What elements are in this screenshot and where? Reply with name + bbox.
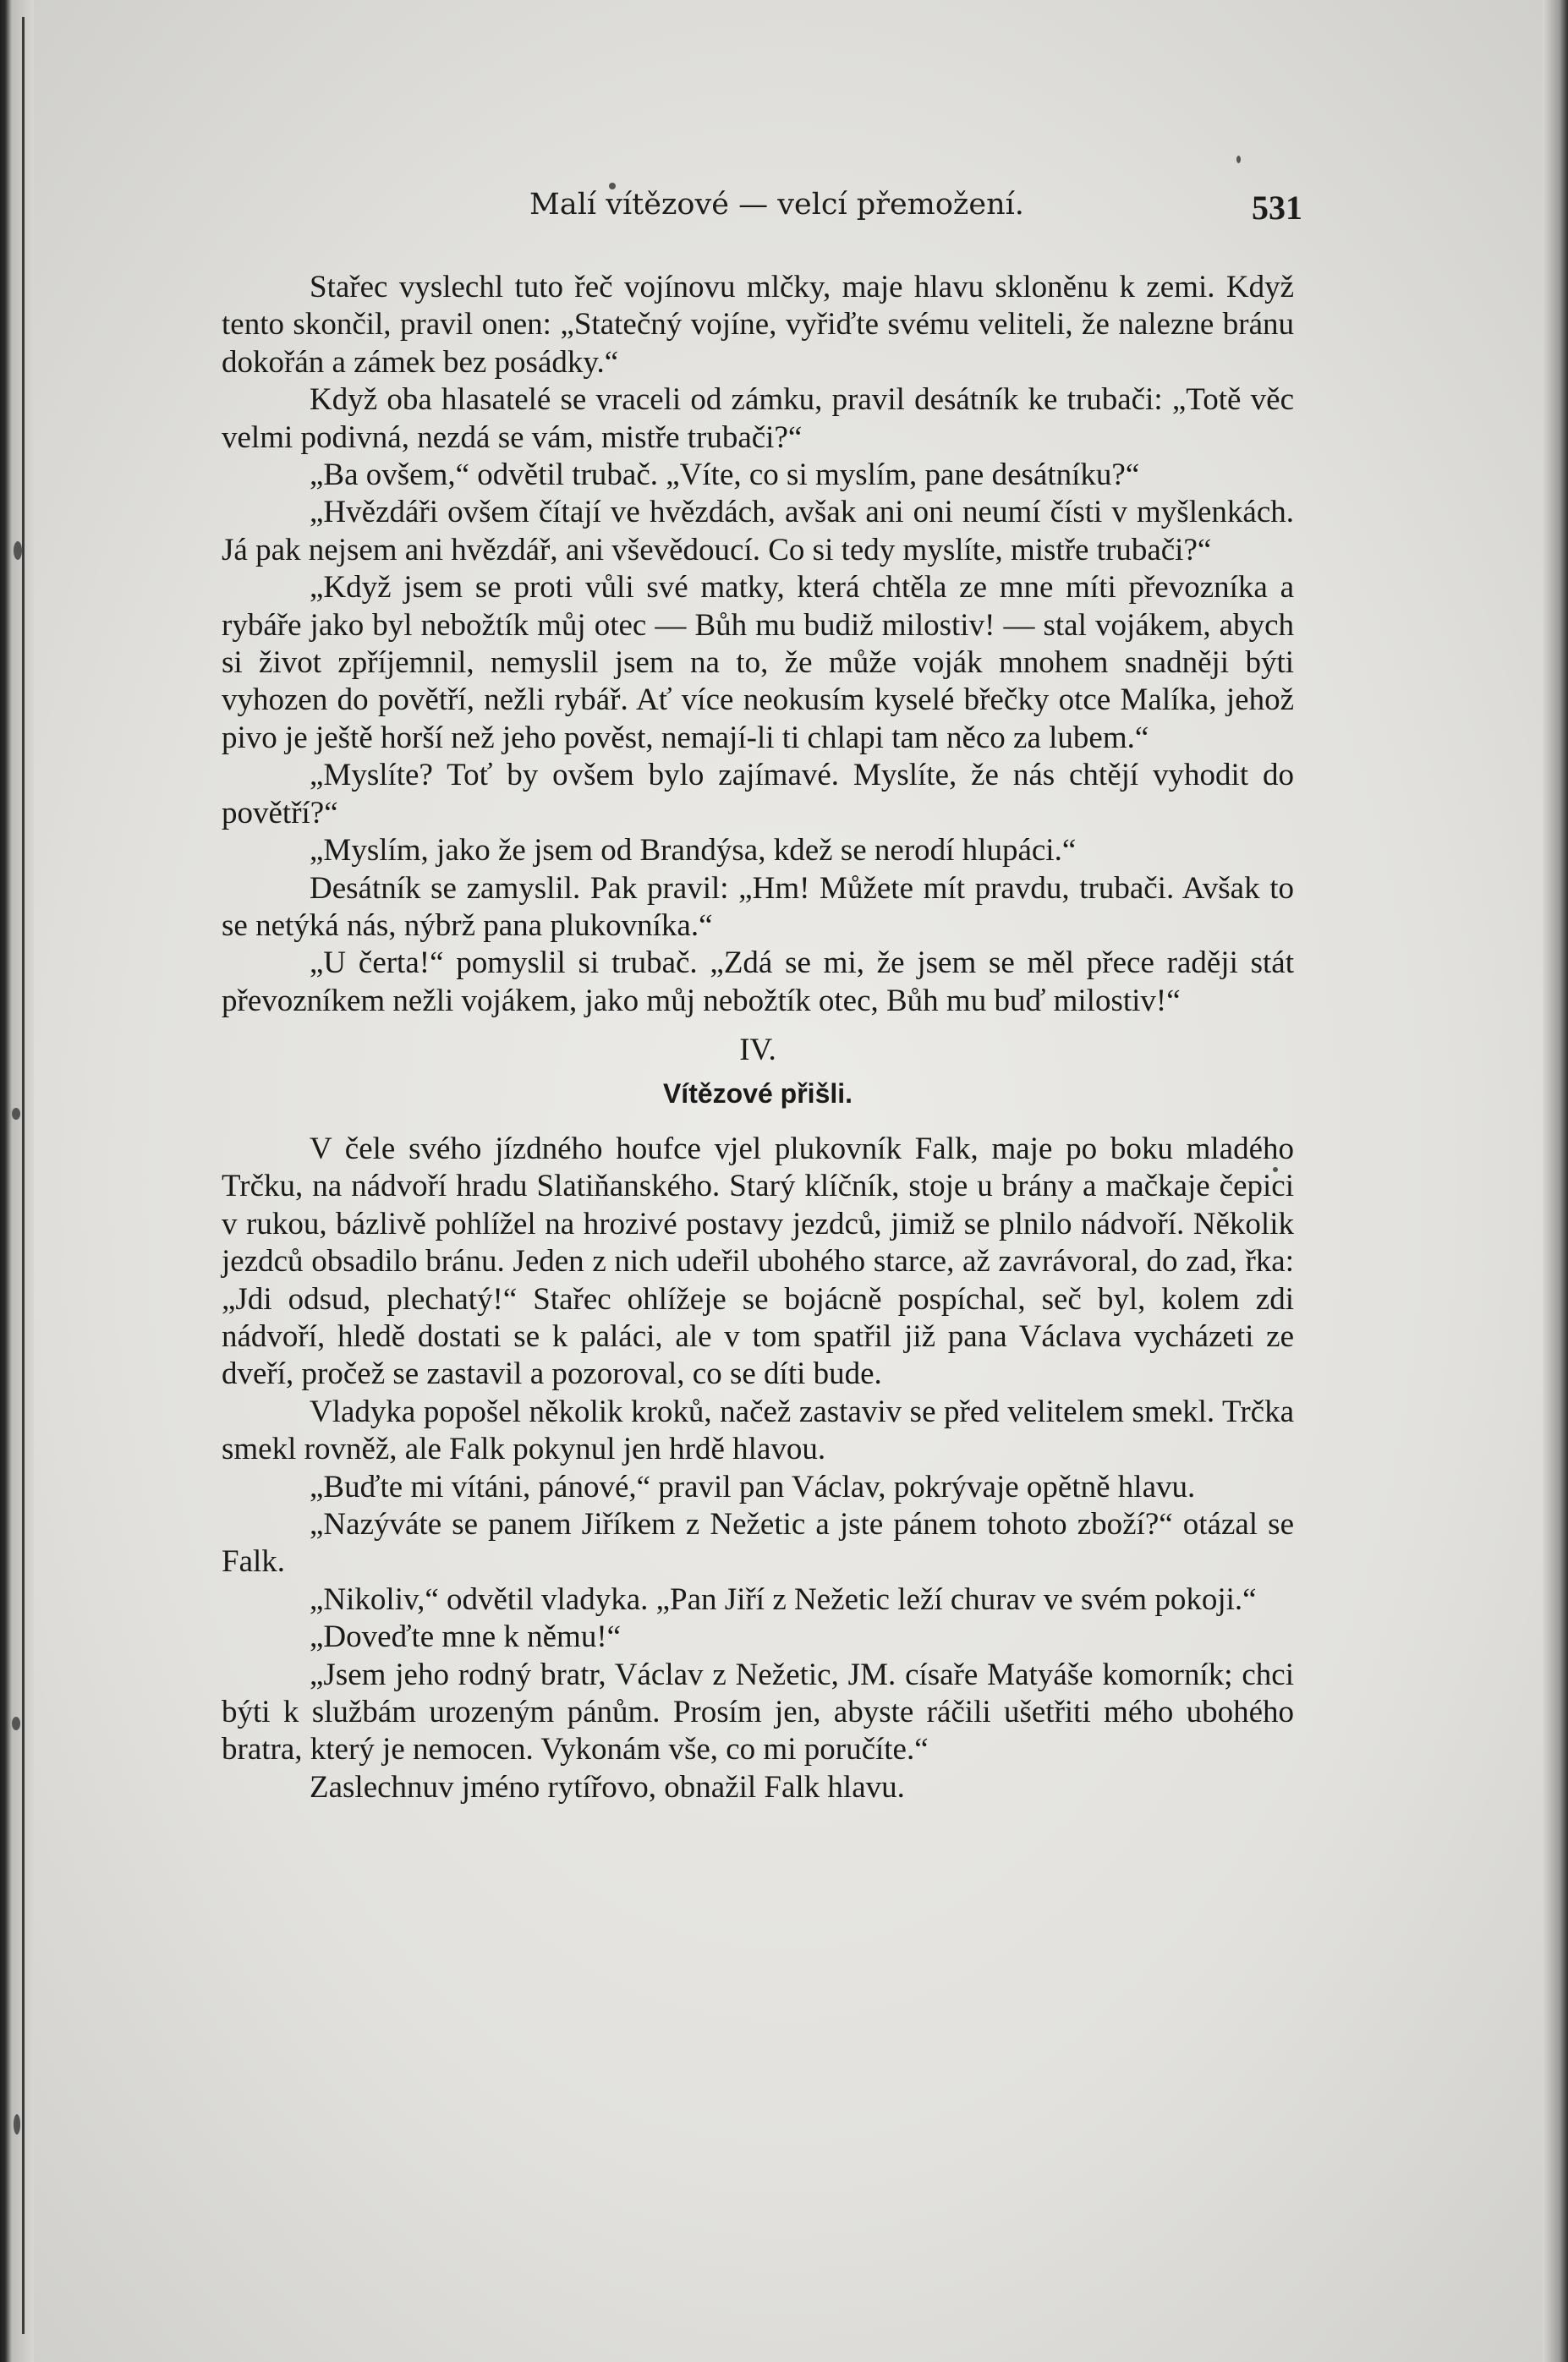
running-title: Malí vítězové — velcí přemožení. (529, 188, 1024, 222)
text-body (222, 269, 1294, 1806)
paragraph: Zaslechnuv jméno rytířovo, obnažil Falk hlavu. (310, 1769, 905, 1805)
paragraph: „Hvězdáři ovšem čítají ve hvězdách, avšak ani oni neumí čísti v myšlenkách. Já pak nejsem ani hvězdář, ani vševědoucí. Co si tedy myslíte, mistře trubači?“ (222, 495, 1294, 567)
paragraph: „Nazýváte se panem Jiříkem z Nežetic a jste pánem tohoto zboží?“ otázal se Falk. (222, 1506, 1294, 1580)
page-number: 531 (1252, 189, 1302, 227)
scan-speck (14, 2114, 20, 2135)
chapter-title: Vítězové přišli. (662, 1077, 853, 1109)
scan-speck (14, 541, 22, 560)
chapter-number: IV. (739, 1033, 776, 1068)
page-edge (1543, 0, 1568, 2362)
paragraph: „U čerta!“ pomyslil si trubač. „Zdá se mi, že jsem se měl přece raději stát převozníkem nežli vojákem, jako můj nebožtík otec, Bůh mu buď milostiv!“ (222, 945, 1294, 1018)
paragraph: „Jsem jeho rodný bratr, Václav z Nežetic, JM. císaře Matyáše komorník; chci býti k službám urozeným pánům. Prosím jen, abyste ráčili ušetřiti mého ubohého bratra, který je nemocen. Vykonám vše, co mi poručíte.“ (222, 1657, 1294, 1767)
paragraph: V čele svého jízdného houfce vjel plukovník Falk, maje po boku mladého Trčku, na nádvoří hradu Slatiňanského. Starý klíčník, stoje u brány a mačkaje čepici v rukou, bázlivě pohlížel na hrozivé postavy jezdců, jimiž se plnilo nádvoří. Několik jezdců obsadilo bránu. Jeden z nich udeřil ubohého starce, až zavrávoral, do zad, řka: „Jdi odsud, plechatý!“ Stařec ohlížeje se bojácně pospíchal, seč byl, kolem zdi nádvoří, hledě dostati se k paláci, ale v tom spatřil již pana Václava vycházeti ze dveří, pročež se zastavil a pozoroval, co se díti bude. (222, 1131, 1294, 1392)
paragraph: „Myslíte? Toť by ovšem bylo zajímavé. Myslíte, že nás chtějí vyhodit do povětří?“ (222, 758, 1294, 830)
paragraph: „Nikoliv,“ odvětil vladyka. „Pan Jiří z Nežetic leží churav ve svém pokoji.“ (310, 1581, 1257, 1617)
paragraph: Vladyka popošel několik kroků, načež zastaviv se před velitelem smekl. Trčka smekl rovněž, ale Falk pokynul jen hrdě hlavou. (222, 1394, 1294, 1467)
running-header (309, 188, 1302, 230)
paragraph: „Myslím, jako že jsem od Brandýsa, kdež se nerodí hlupáci.“ (310, 833, 1077, 869)
paragraph: „Doveďte mne k němu!“ (310, 1619, 622, 1655)
paragraph: „Buďte mi vítáni, pánové,“ pravil pan Václav, pokrývaje opětně hlavu. (310, 1469, 1196, 1504)
paragraph: Stařec vyslechl tuto řeč vojínovu mlčky, maje hlavu skloněnu k zemi. Když tento skončil, pravil onen: „Statečný vojíne, vyřiďte svému veliteli, že nalezne bránu dokořán a zámek bez posádky.“ (222, 270, 1294, 380)
paragraph: Když oba hlasatelé se vraceli od zámku, pravil desátník ke trubači: „Totě věc velmi podivná, nezdá se vám, mistře trubači?“ (222, 382, 1294, 455)
paragraph: Desátník se zamyslil. Pak pravil: „Hm! Můžete mít pravdu, trubači. Avšak to se netýká nás, nýbrž pana plukovníka.“ (222, 870, 1294, 943)
binding-edge (0, 0, 34, 2362)
binding-rule (22, 17, 25, 2334)
scan-speck (12, 1717, 20, 1730)
scan-speck (1236, 156, 1241, 163)
paragraph: „Ba ovšem,“ odvětil trubač. „Víte, co si myslím, pane desátníku?“ (310, 458, 1140, 493)
paragraph: „Když jsem se proti vůli své matky, která chtěla ze mne míti převozníka a rybáře jako byl nebožtík můj otec — Bůh mu budiž milostiv! — stal vojákem, abych si život zpříjemnil, nemyslil jsem na to, že může voják mnohem snadněji býti vyhozen do povětří, nežli rybář. Ať více neokusím kyselé břečky otce Malíka, jehož pivo je ještě horší než jeho pověst, nemají-li ti chlapi tam něco za lubem.“ (222, 570, 1294, 755)
scan-speck (12, 1108, 20, 1120)
